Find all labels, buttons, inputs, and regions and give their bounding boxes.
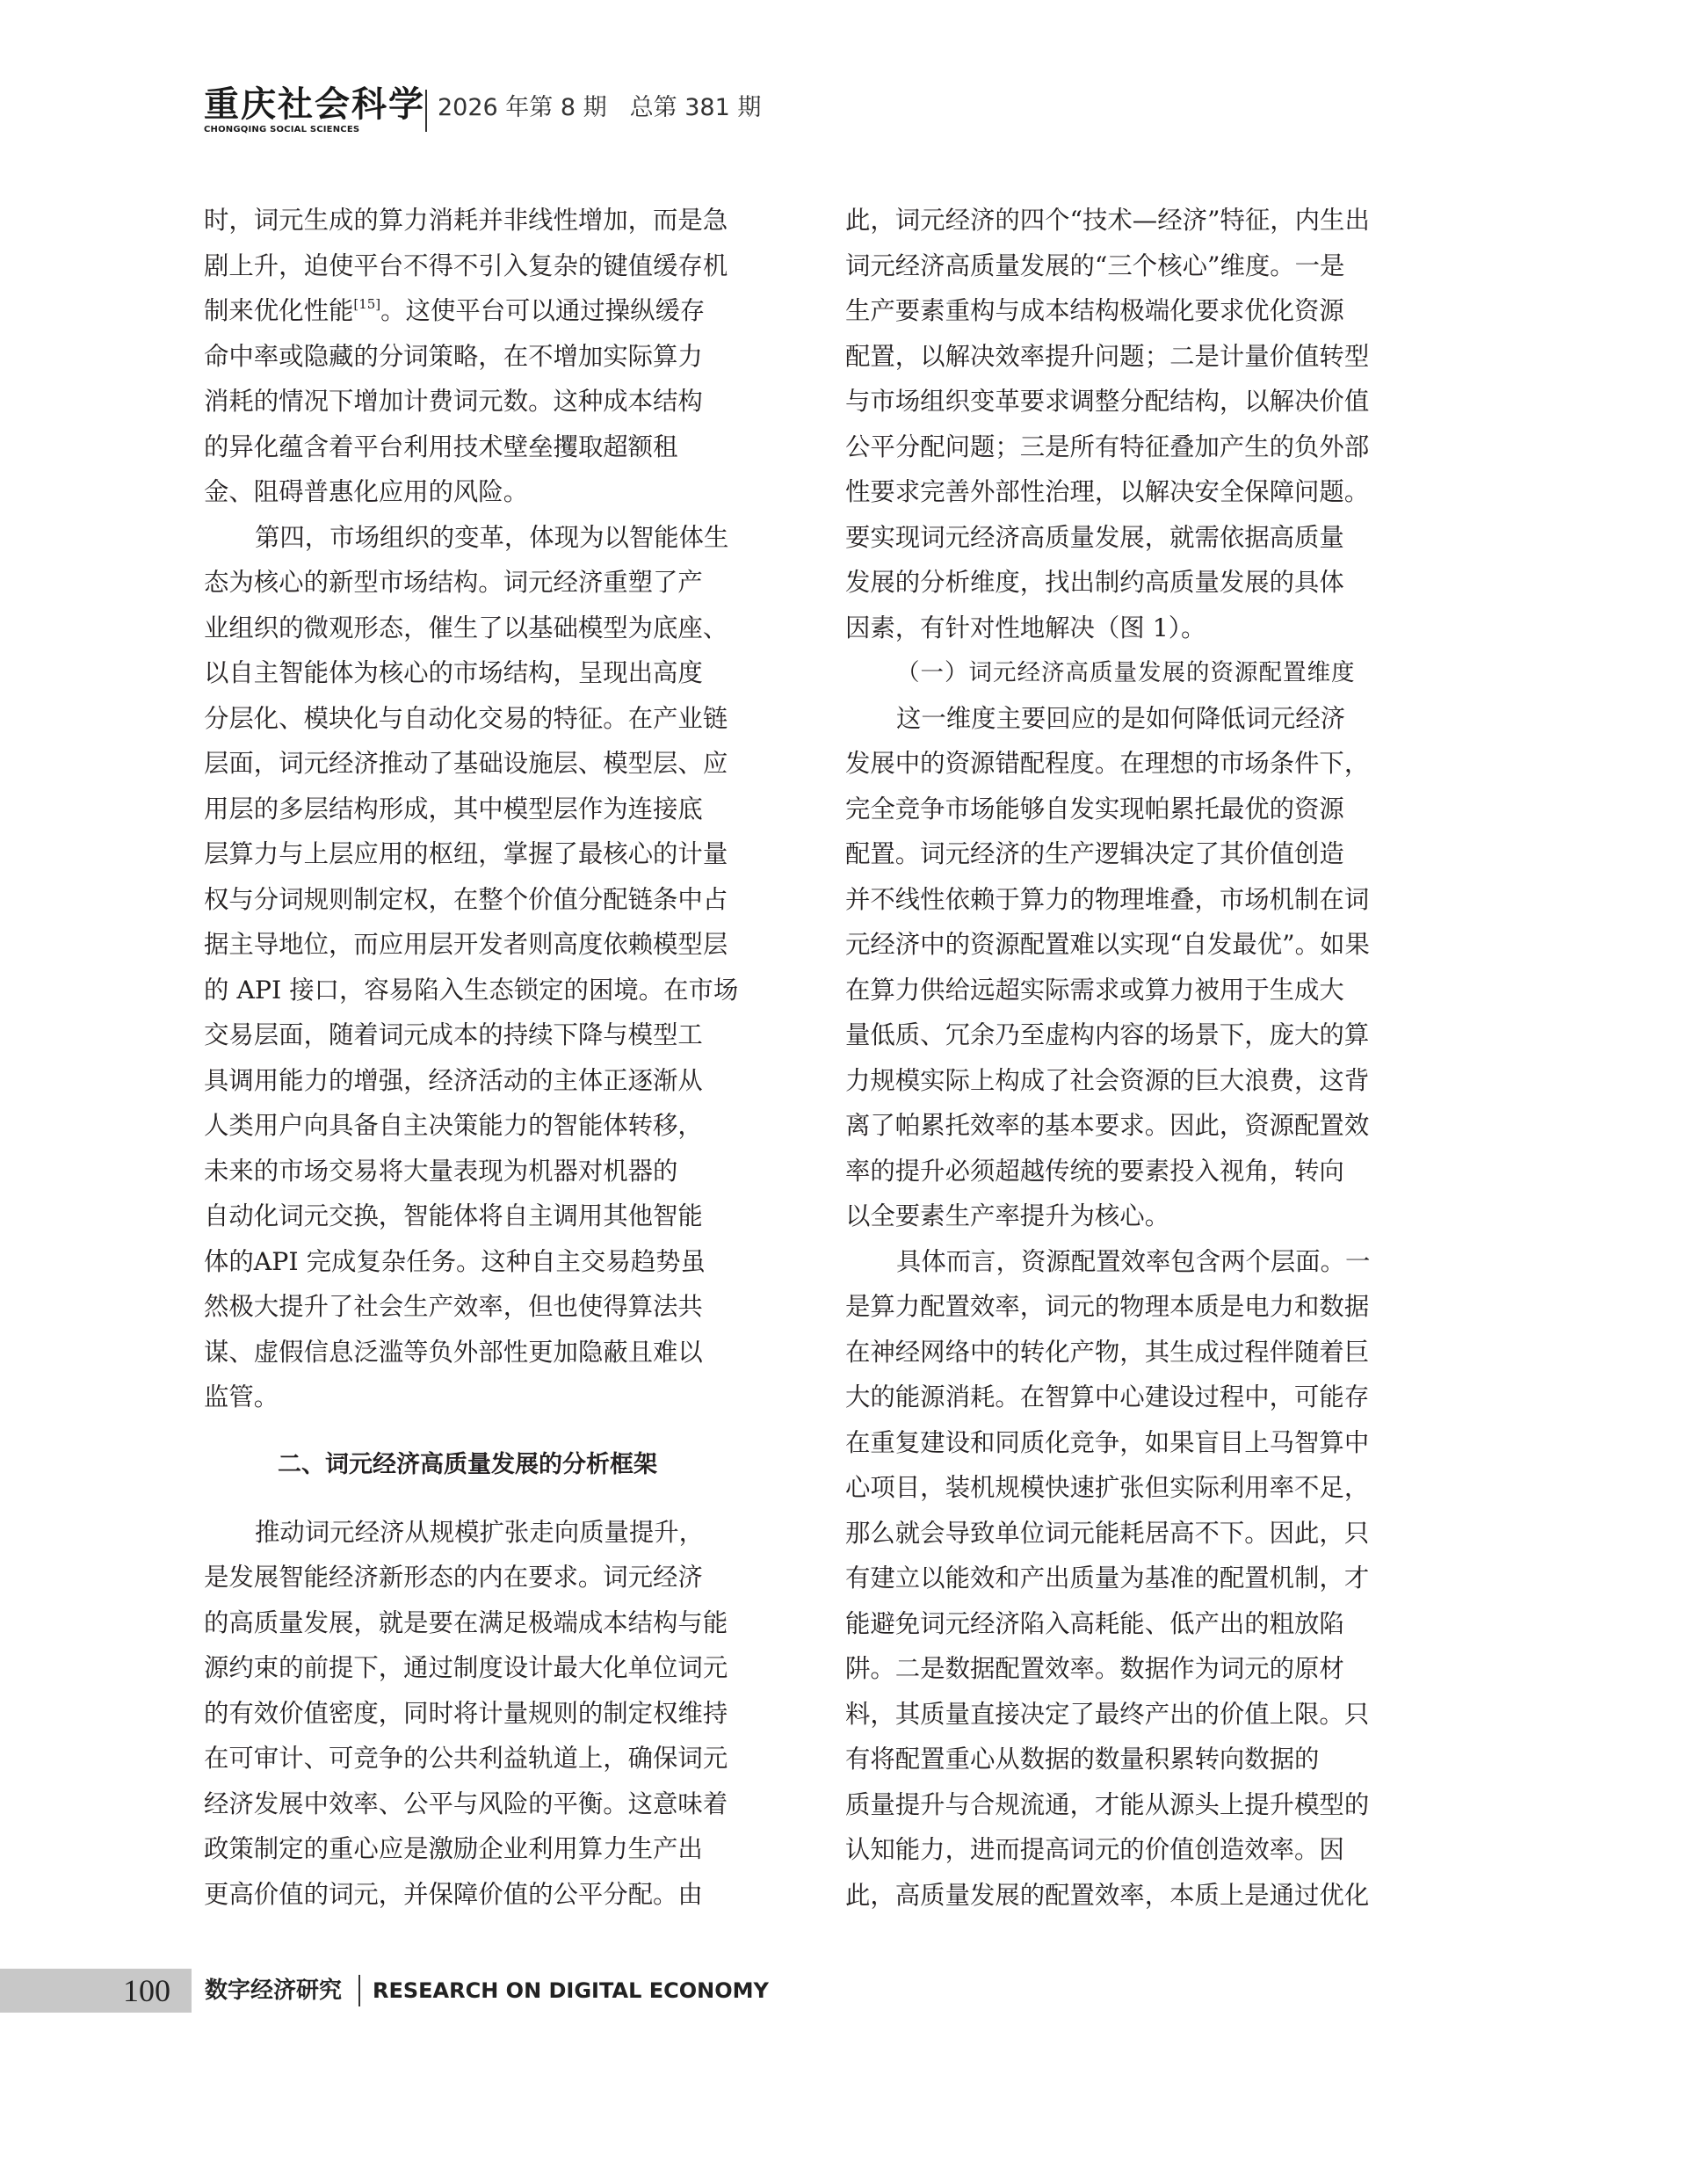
text-line: 层算力与上层应用的枢纽，掌握了最核心的计量: [204, 839, 728, 868]
text-line: 在重复建设和同质化竞争，如果盲目上马智算中: [845, 1427, 1370, 1457]
text-line: 更高价值的词元，并保障价值的公平分配。由: [204, 1879, 703, 1909]
right-column: [845, 198, 1427, 1918]
text-line: 公平分配问题；三是所有特征叠加产生的负外部: [845, 432, 1370, 461]
text-line: 源约束的前提下，通过制度设计最大化单位词元: [204, 1653, 728, 1682]
text-line: 未来的市场交易将大量表现为机器对机器的: [204, 1156, 678, 1186]
text-line: 完全竞争市场能够自发实现帕累托最优的资源: [845, 794, 1344, 824]
text-line: 料，其质量直接决定了最终产出的价值上限。只: [845, 1699, 1370, 1729]
footer-journal-english: RESEARCH ON DIGITAL ECONOMY: [373, 1978, 769, 2003]
issue-info: [438, 93, 761, 123]
paragraph-start-line: 具体而言，资源配置效率包含两个层面。一: [896, 1246, 1371, 1276]
text-line: 元经济中的资源配置难以实现“自发最优”。如果: [845, 930, 1370, 959]
text-line: 发展中的资源错配程度。在理想的市场条件下，: [845, 749, 1370, 778]
header-divider: [425, 90, 427, 132]
logo-english-title: CHONGQING SOCIAL SCIENCES: [204, 125, 360, 134]
text-line: 是发展智能经济新形态的内在要求。词元经济: [204, 1563, 703, 1592]
paragraph-start-line: 推动词元经济从规模扩张走向质量提升，: [255, 1517, 705, 1547]
footer-journal-title: 数字经济研究: [205, 1977, 343, 2004]
page-number: 100: [123, 1973, 170, 2008]
text-line: 监管。: [204, 1382, 279, 1411]
text-line: 然极大提升了社会生产效率，但也使得算法共: [204, 1292, 703, 1321]
text-line: 能避免词元经济陷入高耗能、低产出的粗放陷: [845, 1608, 1344, 1638]
text-line: 在可审计、可竞争的公共利益轨道上，确保词元: [204, 1744, 728, 1773]
text-line: 以全要素生产率提升为核心。: [845, 1201, 1170, 1230]
journal-logo: [204, 83, 425, 135]
paragraph-start-line: 第四，市场组织的变革，体现为以智能体生: [255, 522, 729, 552]
text-line: 分层化、模块化与自动化交易的特征。在产业链: [204, 703, 728, 733]
total-issue-number: 总第 381 期: [629, 94, 762, 121]
text-line: 的异化蕴含着平台利用技术壁垒攫取超额租: [204, 432, 678, 461]
section-heading: 二、词元经济高质量发展的分析框架: [278, 1450, 657, 1478]
text-line: 生产要素重构与成本结构极端化要求优化资源: [845, 296, 1344, 325]
text-line: 此，词元经济的四个“技术—经济”特征，内生出: [845, 206, 1370, 235]
subsection-heading: （一）词元经济高质量发展的资源配置维度: [896, 659, 1356, 686]
paragraph-start-line: 这一维度主要回应的是如何降低词元经济: [896, 703, 1346, 733]
text-line: 以自主智能体为核心的市场结构，呈现出高度: [204, 658, 703, 687]
text-line-end: 。这使平台可以通过操纵缓存: [380, 296, 706, 325]
text-line: 业组织的微观形态，催生了以基础模型为底座、: [204, 613, 728, 642]
citation-marker: [15]: [353, 296, 381, 312]
text-line: 在神经网络中的转化产物，其生成过程伴随着巨: [845, 1337, 1370, 1367]
text-line: 发展的分析维度，找出制约高质量发展的具体: [845, 568, 1344, 597]
text-line: 有将配置重心从数据的数量积累转向数据的: [845, 1745, 1320, 1774]
text-line: 的高质量发展，就是要在满足极端成本结构与能: [204, 1607, 728, 1637]
text-line: 配置，以解决效率提升问题；二是计量价值转型: [845, 341, 1370, 371]
text-line: 阱。二是数据配置效率。数据作为词元的原材: [845, 1654, 1344, 1683]
text-line: 离了帕累托效率的基本要求。因此，资源配置效: [845, 1111, 1370, 1140]
text-line: 层面，词元经济推动了基础设施层、模型层、应: [204, 749, 728, 778]
footer-divider: [358, 1975, 360, 2006]
left-column: [204, 198, 786, 1917]
text-line: 力规模实际上构成了社会资源的巨大浪费，这背: [845, 1065, 1370, 1095]
text-line: 词元经济高质量发展的“三个核心”维度。一是: [845, 250, 1345, 280]
logo-chinese-title: 重庆社会科学: [204, 83, 425, 125]
text-line: 政策制定的重心应是激励企业利用算力生产出: [204, 1834, 703, 1863]
text-line: 的有效价值密度，同时将计量规则的制定权维持: [204, 1698, 728, 1728]
text-line: 与市场组织变革要求调整分配结构，以解决价值: [845, 387, 1370, 416]
text-line: 金、阻碍普惠化应用的风险。: [204, 477, 529, 506]
text-line: 用层的多层结构形成，其中模型层作为连接底: [204, 794, 703, 824]
text-line: 配置。词元经济的生产逻辑决定了其价值创造: [845, 839, 1344, 868]
text-line: 因素，有针对性地解决（图 1）。: [845, 613, 1206, 642]
text-line: 心项目，装机规模快速扩张但实际利用率不足，: [845, 1473, 1370, 1502]
text-line: 并不线性依赖于算力的物理堆叠，市场机制在词: [845, 884, 1370, 914]
text-line: 质量提升与合规流通，才能从源头上提升模型的: [845, 1789, 1370, 1819]
text-line: 态为核心的新型市场结构。词元经济重塑了产: [204, 568, 703, 597]
text-line: 时，词元生成的算力消耗并非线性增加，而是急: [204, 206, 728, 235]
text-line: 经济发展中效率、公平与风险的平衡。这意味着: [204, 1789, 728, 1818]
text-line: 认知能力，进而提高词元的价值创造效率。因: [845, 1835, 1344, 1864]
text-line: 体的API 完成复杂任务。这种自主交易趋势虽: [204, 1246, 706, 1276]
text-line: [204, 288, 786, 334]
text-line: 在算力供给远超实际需求或算力被用于生成大: [845, 975, 1344, 1005]
text-line: 此，高质量发展的配置效率，本质上是通过优化: [845, 1880, 1370, 1910]
text-line: 交易层面，随着词元成本的持续下降与模型工: [204, 1020, 703, 1049]
text-line: 是算力配置效率，词元的物理本质是电力和数据: [845, 1292, 1370, 1321]
text-line: 具调用能力的增强，经济活动的主体正逐渐从: [204, 1065, 703, 1095]
text-line: 自动化词元交换，智能体将自主调用其他智能: [204, 1201, 703, 1230]
text-line: 据主导地位，而应用层开发者则高度依赖模型层: [204, 930, 728, 959]
text-line: 有建立以能效和产出质量为基准的配置机制，才: [845, 1564, 1370, 1593]
text-line: 量低质、冗余乃至虚构内容的场景下，庞大的算: [845, 1020, 1370, 1049]
text-line: 谋、虚假信息泛滥等负外部性更加隐蔽且难以: [204, 1337, 703, 1367]
text-line: 大的能源消耗。在智算中心建设过程中，可能存: [845, 1382, 1370, 1411]
text-line: 要实现词元经济高质量发展，就需依据高质量: [845, 522, 1344, 552]
text-line: 命中率或隐藏的分词策略，在不增加实际算力: [204, 341, 703, 371]
text-line: 性要求完善外部性治理，以解决安全保障问题。: [845, 477, 1370, 506]
issue-number: 2026 年第 8 期: [438, 94, 607, 121]
text-line: 消耗的情况下增加计费词元数。这种成本结构: [204, 387, 703, 416]
text-line: 率的提升必须超越传统的要素投入视角，转向: [845, 1156, 1344, 1186]
text-line: 那么就会导致单位词元能耗居高不下。因此，只: [845, 1518, 1370, 1548]
text-line: 权与分词规则制定权，在整个价值分配链条中占: [204, 884, 728, 914]
text-line: 剧上升，迫使平台不得不引入复杂的键值缓存机: [204, 250, 728, 280]
text-line-start: 制来优化性能: [204, 296, 354, 325]
text-line: 的 API 接口，容易陷入生态锁定的困境。在市场: [204, 975, 739, 1005]
text-line: 人类用户向具备自主决策能力的智能体转移，: [204, 1111, 703, 1140]
